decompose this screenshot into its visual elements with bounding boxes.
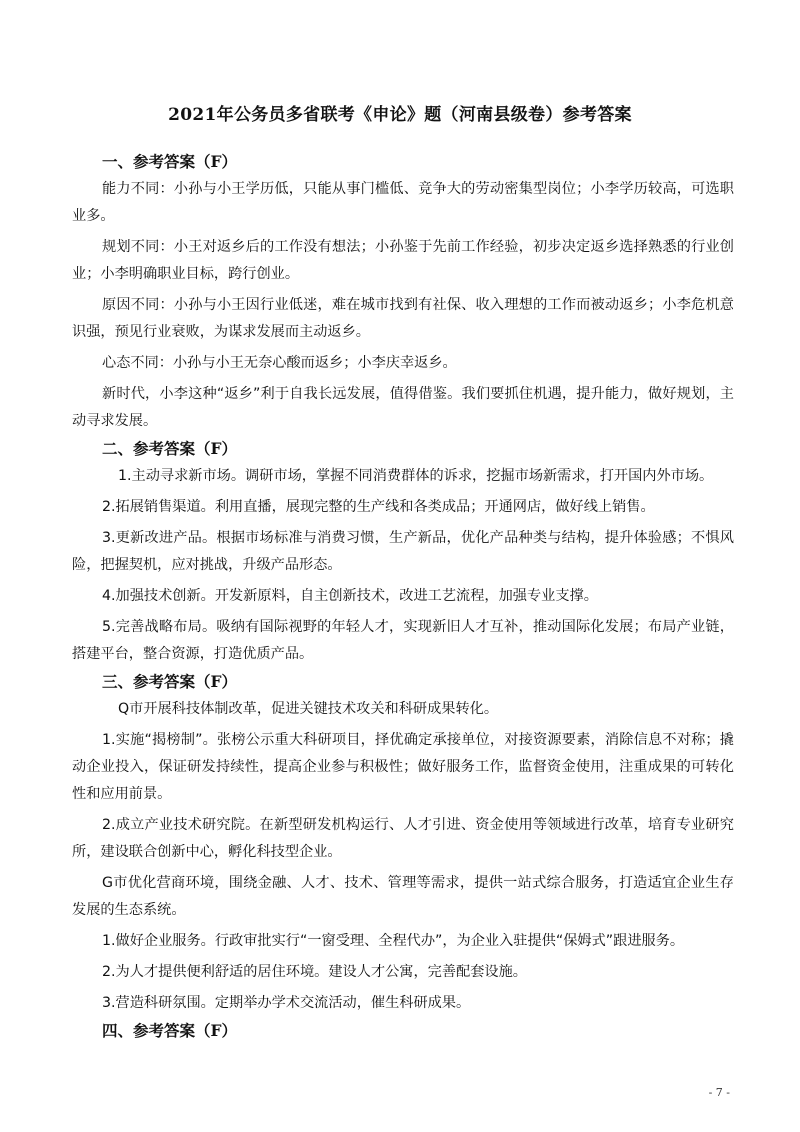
answer-paragraph: 4.加强技术创新。开发新原料，自主创新技术，改进工艺流程，加强专业支撑。 — [102, 588, 598, 604]
answer-paragraph: Q市开展科技体制改革，促进关键技术攻关和科研成果转化。 — [118, 701, 499, 717]
answer-paragraph: 1.主动寻求新市场。调研市场，掌握不同消费群体的诉求，挖掘市场新需求，打开国内外市场。 — [118, 468, 714, 484]
answer-paragraph: 能力不同：小孙与小王学历低，只能从事门槛低、竞争大的劳动密集型岗位；小李学历较高，可选职业多。 — [72, 181, 734, 224]
page-number: - 7 - — [708, 1086, 730, 1099]
answer-paragraph: 1.做好企业服务。行政审批实行“一窗受理、全程代办”，为企业入驻提供“保姆式”跟进服务。 — [102, 933, 685, 949]
answer-paragraph: 2.拓展销售渠道。利用直播，展现完整的生产线和各类成品；开通网店，做好线上销售。 — [102, 499, 655, 515]
answer-paragraph: 2.为人才提供便利舒适的居住环境。建设人才公寓，完善配套设施。 — [102, 964, 527, 980]
answer-paragraph: 规划不同：小王对返乡后的工作没有想法；小孙鉴于先前工作经验，初步决定返乡选择熟悉的行业创业；小李明确职业目标，跨行创业。 — [72, 239, 734, 282]
section-heading-3: 三、参考答案（F） — [102, 672, 238, 691]
answer-paragraph: 心态不同：小孙与小王无奈心酸而返乡；小李庆幸返乡。 — [102, 355, 457, 371]
answer-paragraph: 1.实施“揭榜制”。张榜公示重大科研项目，择优确定承接单位，对接资源要素，消除信息不对称；撬动企业投入，保证研发持续性，提高企业参与积极性；做好服务工作，监督资金使用，注重成果的可转化性和应用前景。 — [72, 732, 734, 802]
answer-paragraph: 5.完善战略布局。吸纳有国际视野的年轻人才，实现新旧人才互补，推动国际化发展；布局产业链，搭建平台，整合资源，打造优质产品。 — [72, 619, 734, 662]
section-heading-2: 二、参考答案（F） — [102, 439, 238, 458]
page-title: 2021年公务员多省联考《申论》题（河南县级卷）参考答案 — [168, 105, 632, 125]
answer-paragraph: 新时代，小李这种“返乡”利于自我长远发展，值得借鉴。我们要抓住机遇，提升能力，做好规划，主动寻求发展。 — [72, 386, 734, 429]
section-heading-4: 四、参考答案（F） — [102, 1021, 238, 1040]
answer-paragraph: 3.更新改进产品。根据市场标准与消费习惯，生产新品，优化产品种类与结构，提升体验感；不惧风险，把握契机，应对挑战，升级产品形态。 — [72, 530, 734, 573]
answer-paragraph: 原因不同：小孙与小王因行业低迷，难在城市找到有社保、收入理想的工作而被动返乡；小李危机意识强，预见行业衰败，为谋求发展而主动返乡。 — [72, 297, 734, 340]
answer-paragraph: G市优化营商环境，围绕金融、人才、技术、管理等需求，提供一站式综合服务，打造适宜企业生存发展的生态系统。 — [72, 875, 734, 918]
section-heading-1: 一、参考答案（F） — [102, 152, 238, 171]
answer-paragraph: 3.营造科研氛围。定期举办学术交流活动，催生科研成果。 — [102, 995, 471, 1011]
document-body — [72, 148, 734, 1045]
answer-paragraph: 2.成立产业技术研究院。在新型研发机构运行、人才引进、资金使用等领域进行改革，培育专业研究所，建设联合创新中心，孵化科技型企业。 — [72, 817, 734, 860]
